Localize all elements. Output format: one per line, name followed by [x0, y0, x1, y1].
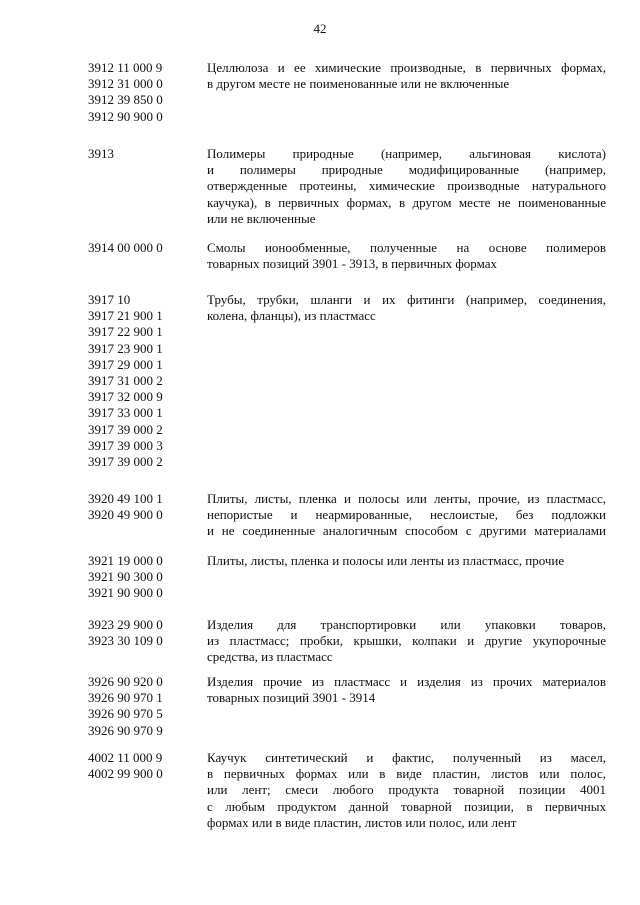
description-line: Полимеры природные (например, альгиновая кислота) [207, 146, 606, 161]
tariff-code: 4002 99 900 0 [88, 766, 163, 782]
tariff-code: 3912 90 900 0 [88, 108, 163, 124]
code-column [88, 491, 198, 523]
tariff-code: 3921 19 000 0 [88, 553, 163, 568]
code-column [88, 292, 198, 470]
code-column [88, 674, 198, 739]
code-column [88, 60, 198, 125]
tariff-code: 3923 30 109 0 [88, 633, 163, 649]
tariff-code: 3923 29 900 0 [88, 617, 163, 632]
tariff-code: 3920 49 900 0 [88, 507, 163, 523]
description-line: отвержденные протеины, химические производные натурального [207, 178, 606, 194]
tariff-code: 3917 21 900 1 [88, 308, 163, 324]
description-line: товарных позиций 3901 - 3914 [207, 690, 376, 706]
description-line: и полимеры природные модифицированные (например, [207, 162, 606, 178]
tariff-description [207, 491, 606, 540]
tariff-code: 3917 39 000 3 [88, 437, 163, 453]
code-column [88, 240, 198, 256]
tariff-description [207, 292, 606, 324]
tariff-code: 3913 [88, 146, 114, 161]
tariff-entry [0, 750, 640, 840]
tariff-entry [0, 146, 640, 231]
tariff-description [207, 750, 606, 831]
tariff-code: 3926 90 920 0 [88, 674, 163, 689]
tariff-code: 4002 11 000 9 [88, 750, 163, 765]
tariff-description [207, 240, 606, 272]
tariff-entry [0, 674, 640, 746]
description-line: с любым продуктом данной товарной позиции, в первичных [207, 798, 606, 814]
tariff-description [207, 60, 606, 92]
description-line: Изделия прочие из пластмасс и изделия из прочих материалов [207, 674, 606, 689]
tariff-code: 3926 90 970 5 [88, 706, 163, 722]
tariff-code: 3914 00 000 0 [88, 240, 163, 255]
description-line: в другом месте не поименованные или не включенные [207, 76, 510, 92]
tariff-code: 3917 39 000 2 [88, 454, 163, 470]
tariff-description [207, 617, 606, 666]
tariff-entry [0, 292, 640, 482]
tariff-code: 3921 90 300 0 [88, 569, 163, 585]
tariff-code: 3921 90 900 0 [88, 585, 163, 601]
description-line: или лент; смеси любого продукта товарной позиции 4001 [207, 782, 606, 798]
tariff-code: 3912 39 850 0 [88, 92, 163, 108]
description-line: средства, из пластмасс [207, 649, 333, 665]
tariff-entry [0, 553, 640, 608]
description-line: или не включенные [207, 210, 316, 226]
description-line: Целлюлоза и ее химические производные, в первичных формах, [207, 60, 606, 75]
code-column [88, 146, 198, 162]
tariff-entry [0, 240, 640, 280]
description-line: товарных позиций 3901 - 3913, в первичных формах [207, 256, 498, 272]
tariff-code: 3917 39 000 2 [88, 421, 163, 437]
tariff-code: 3917 10 [88, 292, 131, 307]
code-column [88, 750, 198, 782]
tariff-code: 3917 22 900 1 [88, 324, 163, 340]
tariff-code: 3917 32 000 9 [88, 389, 163, 405]
tariff-entry [0, 491, 640, 548]
code-column [88, 617, 198, 649]
tariff-code: 3926 90 970 1 [88, 690, 163, 706]
description-line: Плиты, листы, пленка и полосы или ленты из пластмасс, прочие [207, 553, 565, 568]
tariff-code-list [0, 60, 640, 830]
description-line: формах или в виде пластин, листов или полос, или лент [207, 814, 517, 830]
tariff-code: 3917 23 900 1 [88, 340, 163, 356]
description-line: и не соединенные аналогичным способом с другими материалами [207, 523, 606, 539]
tariff-code: 3912 31 000 0 [88, 76, 163, 92]
description-line: Смолы ионообменные, полученные на основе полимеров [207, 240, 606, 255]
tariff-code: 3917 33 000 1 [88, 405, 163, 421]
tariff-code: 3917 31 000 2 [88, 373, 163, 389]
description-line: из пластмасс; пробки, крышки, колпаки и другие укупорочные [207, 633, 606, 649]
description-line: в первичных формах или в виде пластин, листов или полос, [207, 766, 606, 782]
description-line: Плиты, листы, пленка и полосы или ленты, прочие, из пластмасс, [207, 491, 606, 506]
description-line: Каучук синтетический и фактис, полученный из масел, [207, 750, 606, 765]
description-line: Трубы, трубки, шланги и их фитинги (например, соединения, [207, 292, 606, 307]
description-line: непористые и неармированные, неслоистые, без подложки [207, 507, 606, 523]
tariff-code: 3917 29 000 1 [88, 356, 163, 372]
tariff-description [207, 146, 606, 227]
description-line: каучука), в первичных формах, в другом месте не поименованные [207, 194, 606, 210]
code-column [88, 553, 198, 602]
tariff-code: 3920 49 100 1 [88, 491, 163, 506]
tariff-description [207, 674, 606, 706]
tariff-code: 3912 11 000 9 [88, 60, 163, 75]
description-line: Изделия для транспортировки или упаковки товаров, [207, 617, 606, 632]
description-line: колена, фланцы), из пластмасс [207, 308, 376, 324]
tariff-code: 3926 90 970 9 [88, 722, 163, 738]
page-number: 42 [313, 21, 327, 36]
tariff-entry [0, 60, 640, 140]
tariff-description [207, 553, 606, 569]
tariff-entry [0, 617, 640, 672]
